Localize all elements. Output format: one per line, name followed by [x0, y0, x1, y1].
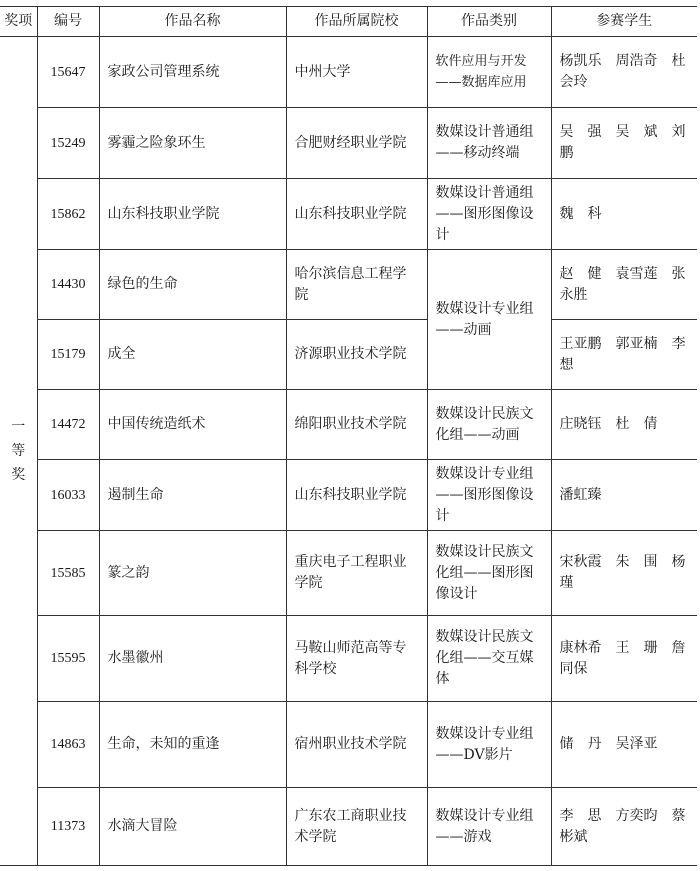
header-school: 作品所属院校 [286, 7, 427, 37]
entry-students: 吴 强 吴 斌 刘 鹏 [551, 108, 697, 179]
entry-school: 济源职业技术学院 [286, 320, 427, 390]
entry-number: 15249 [37, 108, 99, 179]
entry-title: 山东科技职业学院 [99, 179, 286, 250]
entry-school: 广东农工商职业技术学院 [286, 788, 427, 866]
entry-title: 家政公司管理系统 [99, 37, 286, 108]
table-row [0, 320, 697, 390]
award-table [0, 6, 700, 866]
entry-students: 李 思 方奕昀 蔡彬斌 [551, 788, 697, 866]
entry-number: 15585 [37, 531, 99, 616]
header-award: 奖项 [0, 7, 37, 37]
entry-title: 中国传统造纸术 [99, 390, 286, 460]
entry-students: 庄晓钰 杜 倩 [551, 390, 697, 460]
table-row [0, 460, 697, 531]
entry-number: 15595 [37, 616, 99, 702]
entry-students: 赵 健 袁雪莲 张永胜 [551, 250, 697, 320]
header-category: 作品类别 [427, 7, 551, 37]
table-row [0, 37, 697, 108]
entry-school: 中州大学 [286, 37, 427, 108]
entry-number: 14472 [37, 390, 99, 460]
table-row [0, 108, 697, 179]
entry-number: 16033 [37, 460, 99, 531]
entry-school: 山东科技职业学院 [286, 460, 427, 531]
entry-category: 数媒设计民族文化组——交互媒体 [427, 616, 551, 702]
award-level-cell [0, 37, 37, 866]
entry-title: 篆之韵 [99, 531, 286, 616]
entry-title: 生命，未知的重逢 [99, 702, 286, 788]
header-students: 参赛学生 [551, 7, 697, 37]
award-level: 一等奖 [11, 419, 26, 483]
header-title: 作品名称 [99, 7, 286, 37]
header-row [0, 7, 697, 37]
entry-category: 数媒设计普通组——移动终端 [427, 108, 551, 179]
table-row [0, 788, 697, 866]
entry-category: 数媒设计普通组——图形图像设计 [427, 179, 551, 250]
entry-school: 绵阳职业技术学院 [286, 390, 427, 460]
entry-number: 15862 [37, 179, 99, 250]
entry-students: 潘虹臻 [551, 460, 697, 531]
entry-title: 成全 [99, 320, 286, 390]
entry-number: 15179 [37, 320, 99, 390]
entry-students: 宋秋霞 朱 围 杨 瑾 [551, 531, 697, 616]
table-row [0, 250, 697, 320]
entry-title: 遏制生命 [99, 460, 286, 531]
entry-school: 哈尔滨信息工程学院 [286, 250, 427, 320]
entry-number: 11373 [37, 788, 99, 866]
entry-number: 14863 [37, 702, 99, 788]
entry-students: 杨凯乐 周浩奇 杜会玲 [551, 37, 697, 108]
table-row [0, 531, 697, 616]
entry-students: 康林希 王 珊 詹同保 [551, 616, 697, 702]
entry-school: 山东科技职业学院 [286, 179, 427, 250]
entry-school: 合肥财经职业学院 [286, 108, 427, 179]
table-row [0, 616, 697, 702]
entry-school: 马鞍山师范高等专科学校 [286, 616, 427, 702]
table-row [0, 179, 697, 250]
entry-title: 水墨徽州 [99, 616, 286, 702]
table-row [0, 702, 697, 788]
entry-title: 绿色的生命 [99, 250, 286, 320]
entry-students: 王亚鹏 郭亚楠 李 想 [551, 320, 697, 390]
entry-school: 重庆电子工程职业学院 [286, 531, 427, 616]
table-row [0, 390, 697, 460]
entry-category: 数媒设计专业组——图形图像设计 [427, 460, 551, 531]
entry-students: 储 丹 吴泽亚 [551, 702, 697, 788]
entry-title: 雾霾之险象环生 [99, 108, 286, 179]
entry-category: 数媒设计专业组——动画 [427, 250, 551, 390]
entry-school: 宿州职业技术学院 [286, 702, 427, 788]
entry-students: 魏 科 [551, 179, 697, 250]
entry-category: 数媒设计民族文化组——图形图像设计 [427, 531, 551, 616]
entry-title: 水滴大冒险 [99, 788, 286, 866]
entry-number: 15647 [37, 37, 99, 108]
entry-category: 数媒设计专业组——DV影片 [427, 702, 551, 788]
entry-category: 软件应用与开发——数据库应用 [427, 37, 551, 108]
header-number: 编号 [37, 7, 99, 37]
entry-category: 数媒设计专业组——游戏 [427, 788, 551, 866]
entry-number: 14430 [37, 250, 99, 320]
entry-category: 数媒设计民族文化组——动画 [427, 390, 551, 460]
